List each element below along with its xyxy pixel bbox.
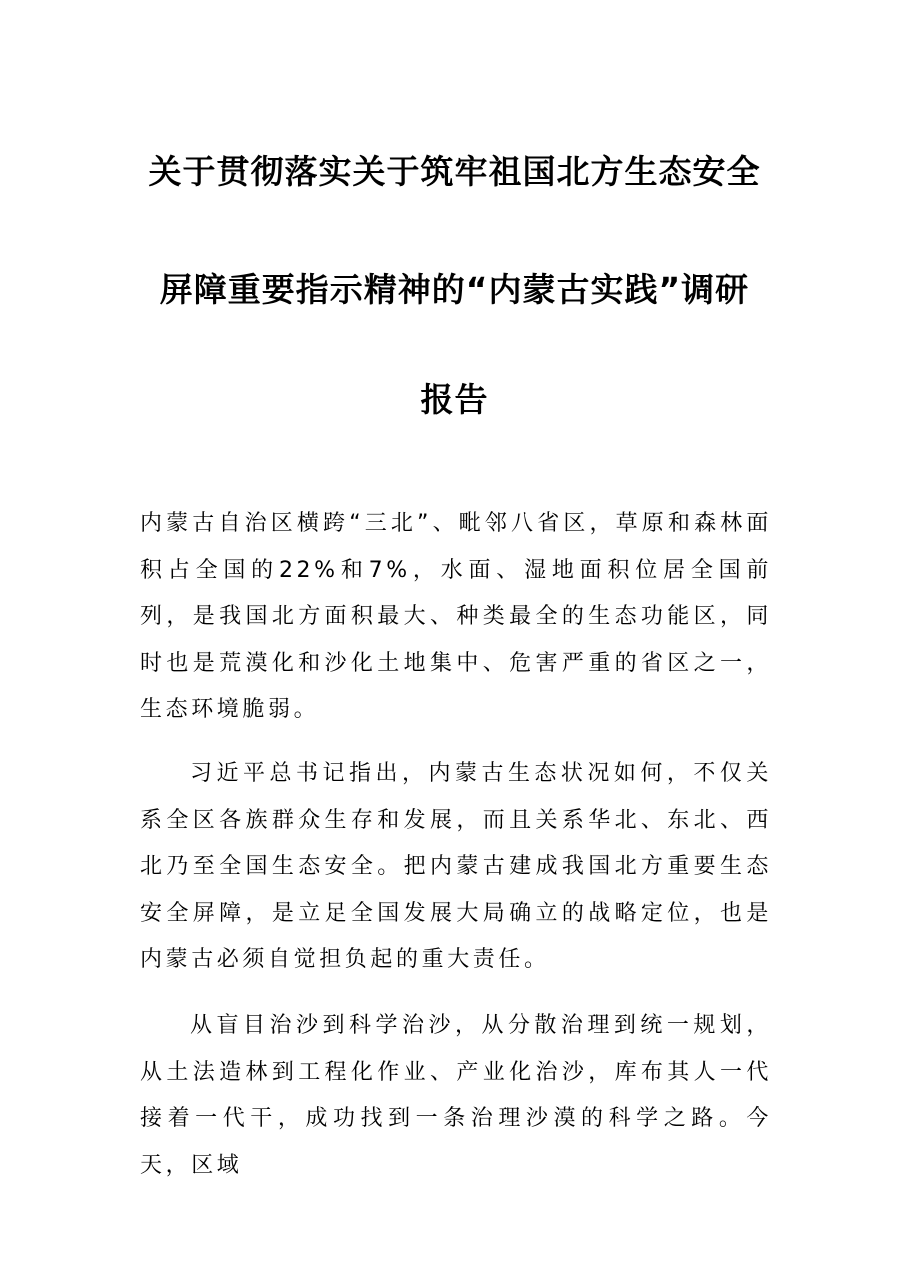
title-line-1: 关于贯彻落实关于筑牢祖国北方生态安全 (148, 152, 761, 191)
paragraph-1: 内蒙古自治区横跨“三北”、毗邻八省区，草原和森林面积占全国的22%和7%，水面、湿地面积位居全国前列，是我国北方面积最大、种类最全的生态功能区，同时也是荒漠化和沙化土地集中、危害严重的省区之一，生态环境脆弱。 (140, 511, 772, 722)
paragraph-2: 习近平总书记指出，内蒙古生态状况如何，不仅关系全区各族群众生存和发展，而且关系华北、东北、西北乃至全国生态安全。把内蒙古建成我国北方重要生态安全屏障，是立足全国发展大局确立的战略定位，也是内蒙古必须自觉担负起的重大责任。 (140, 761, 772, 972)
title-line-2: 屏障重要指示精神的“内蒙古实践”调研 (159, 270, 750, 309)
paragraph-3: 从盲目治沙到科学治沙，从分散治理到统一规划，从土法造林到工程化作业、产业化治沙，库布其人一代接着一代干，成功找到一条治理沙漠的科学之路。今天，区域 (140, 1013, 772, 1178)
title-line-3: 报告 (420, 380, 489, 419)
